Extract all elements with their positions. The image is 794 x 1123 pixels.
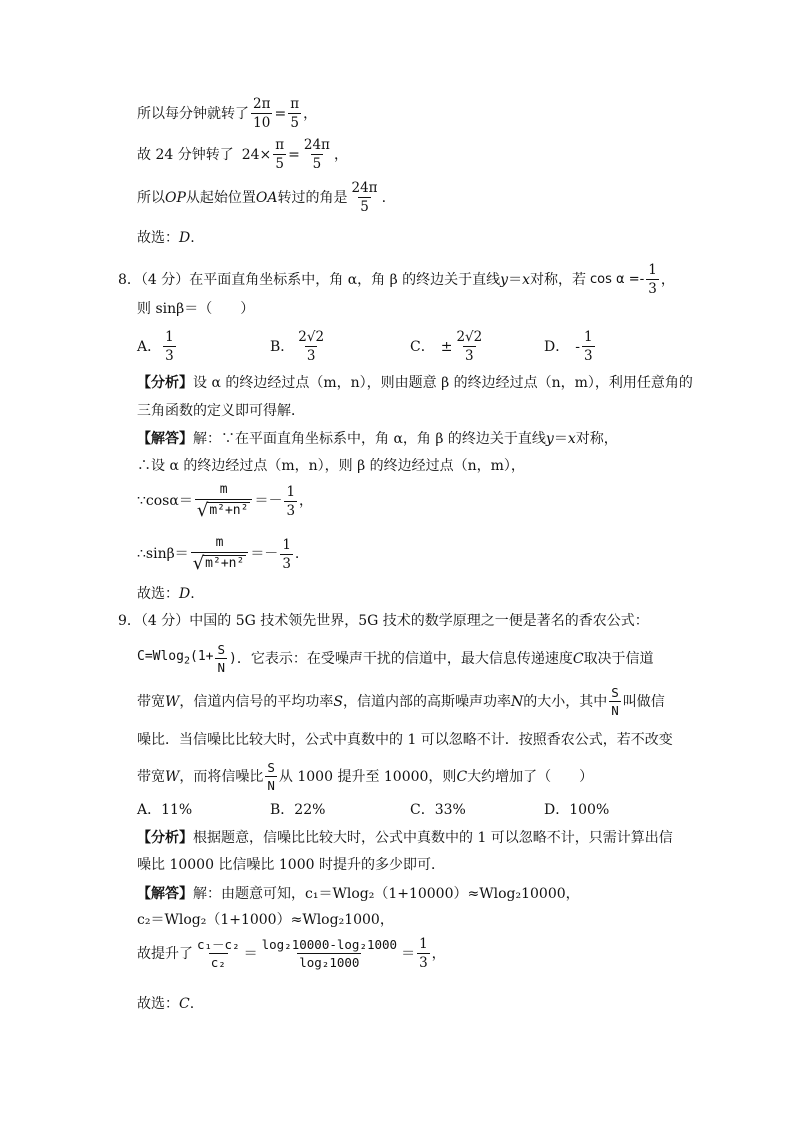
expr: 24× [241,146,272,163]
denominator: log₂1000 [299,955,360,971]
q8-analysis-1 [137,376,693,390]
q9-stem-line-2 [137,643,654,674]
fraction [284,485,297,518]
denominator: 5 [360,199,369,216]
text: 噪比 10000 比信噪比 1000 时提升的多少即可． [137,857,445,873]
q9-stem-line-5 [137,761,593,792]
punct: ， [333,146,348,163]
q9-options [137,803,609,817]
var-w: W [165,693,180,710]
answer-value: D [179,586,191,602]
punct: ， [660,271,675,288]
q9-analysis-1 [137,831,673,845]
text: 对称， [575,431,618,447]
denominator: 3 [165,348,174,365]
fraction [215,643,227,674]
fraction [265,761,277,792]
q8-sin-line [137,536,299,573]
denominator [195,499,253,520]
fraction [260,938,399,969]
radicand: m²+n² [205,555,245,571]
answer-label: 故选： [137,230,179,246]
fraction [195,483,253,520]
var-oa: OA [255,189,278,206]
text: 根据题意，信噪比比较大时，公式中真数中的 1 可以忽略不计，只需计算出信 [193,830,673,846]
q9-analysis-2 [137,858,445,872]
text: 三角函数的定义即可得解． [137,403,305,419]
text: 带宽 [137,768,165,785]
cos-expr: cos α =- [590,272,645,288]
option-d[interactable] [544,330,597,363]
formula-part: C=Wlog [137,649,184,665]
numerator: 2√2 [298,329,325,345]
text: ＝－ [250,546,279,563]
equals: ＝ [401,945,416,962]
fraction [280,538,293,571]
fraction [288,97,301,130]
numerator: c₁－c₂ [197,937,240,953]
text: ∴sinβ＝ [137,546,189,563]
q8-stem-line-1 [118,263,675,296]
text: 从起始位置 [185,189,256,206]
q9-stem-line-4 [137,733,673,747]
formula-part: ) [229,651,237,667]
q9-answer-2 [137,913,394,927]
equals: = [274,105,287,122]
numerator: π [275,137,285,153]
text: ．它表示：在受噪声干扰的信道中，最大信息传递速度 [236,650,573,667]
sol7-line-3 [137,181,386,214]
minus: - [575,338,580,355]
numerator: 1 [286,483,296,500]
fraction [195,938,242,969]
sol7-line-1 [137,97,317,130]
text: 的大小，其中 [523,693,608,710]
denominator: 3 [419,955,428,972]
option-label: A． [137,338,162,355]
var-c: C [572,650,584,667]
q8-analysis-2 [137,404,305,418]
q8-answer-2 [137,459,525,473]
text: 带宽 [137,693,165,710]
text: 9．（4 分）中国的 5G 技术领先世界，5G 技术的数学原理之一便是著名的香农公式： [118,613,649,629]
numerator: π [290,96,300,112]
numerator: S [217,642,226,657]
analysis-label: 【分析】 [137,830,193,846]
var-x: x [567,431,576,447]
option-b[interactable]: B．22% [270,802,326,818]
sqrt: √ m²+n² [196,499,249,521]
answer-label: 故选： [137,996,179,1012]
numerator: log₂10000-log₂1000 [261,937,398,953]
sol7-answer [137,231,195,245]
fraction [191,536,249,573]
var-s: S [333,693,343,710]
denominator: 3 [286,502,296,519]
fraction [302,138,332,171]
numerator: 1 [165,329,174,345]
sqrt: √ m²+n² [192,552,245,574]
option-label: C． [410,338,435,355]
denominator: c₂ [210,955,226,971]
numerator: S [267,760,275,775]
numerator: m [215,535,224,550]
var-y: y [545,431,554,447]
option-c[interactable] [410,330,544,363]
shannon-formula [137,650,213,667]
option-b[interactable] [270,330,410,363]
punct: ， [431,945,446,962]
denominator: 5 [312,156,322,173]
text: ，信道内部的高斯噪声功率 [342,693,511,710]
denominator: 5 [275,156,284,173]
numerator: 1 [583,329,593,345]
option-a[interactable] [137,330,270,363]
sol7-line-2 [137,138,348,171]
text: 故 24 分钟转了 [137,146,234,163]
answer-value: C [179,996,190,1012]
var-x: x [522,271,530,288]
fraction [417,937,430,970]
answer-value: D [179,230,191,246]
text: 解：由题意可知，c₁＝Wlog₂（1+10000）≈Wlog₂10000， [193,886,580,902]
fraction [582,330,595,363]
q8-answer-1 [137,432,618,446]
equals: ＝ [553,431,568,447]
q9-stem-line-1 [118,614,649,628]
q9-stem-line-3 [137,686,665,717]
text: 大约增加了（ ） [467,768,594,785]
var-op: OP [165,189,186,206]
fraction [296,330,326,363]
text: 所以 [137,189,165,206]
q8-options [137,330,597,363]
analysis-label: 【分析】 [137,375,193,391]
fraction [646,263,659,296]
denominator: N [611,703,619,719]
numerator: 2√2 [456,329,483,345]
numerator: 1 [282,536,291,553]
text: 解：∵在平面直角坐标系中，角 α，角 β 的终边关于直线 [193,431,546,447]
numerator: 2π [253,96,271,112]
text: 取决于信道 [583,650,654,667]
var-w: W [165,768,180,785]
fraction [454,330,484,363]
text: 故提升了 [137,945,193,962]
q9-answer-1 [137,887,580,901]
text: 设 α 的终边经过点（m，n），则由题意 β 的终边经过点（n，m），利用任意角的 [193,375,693,391]
numerator: 1 [419,936,428,952]
q8-final [137,587,195,601]
punct: . [190,230,195,246]
text: 转过的角是 [277,189,348,206]
fraction [273,138,286,171]
var-c: C [456,768,468,785]
numerator: 24π [351,180,378,196]
text: ∵cosα＝ [137,493,193,510]
text: 噪比．当信噪比比较大时，公式中真数中的 1 可以忽略不计．按照香农公式，若不改变 [137,732,673,748]
denominator: 10 [253,115,271,132]
punct: . [190,586,195,602]
q8-stem-line-2 [137,302,254,316]
answer-label: 【解答】 [137,431,193,447]
punct: . [294,546,300,563]
answer-label: 【解答】 [137,886,193,902]
q9-ratio-line [137,937,446,970]
text: 8．（4 分）在平面直角坐标系中，角 α，角 β 的终边关于直线 [118,271,501,288]
denominator: N [267,778,275,794]
text: ，而将信噪比 [179,768,264,785]
var-y: y [500,271,509,288]
text: ＝－ [254,493,283,510]
text: 叫做信 [622,693,665,710]
denominator: 3 [648,281,657,298]
denominator: 3 [583,348,593,365]
punct: ， [299,493,314,510]
text: 所以每分钟就转了 [137,105,249,122]
punct: . [189,996,195,1012]
denominator [191,552,249,573]
option-label: D． [544,338,570,355]
fraction [609,686,621,717]
punct: . [381,189,387,206]
text: ，信道内信号的平均功率 [179,693,334,710]
option-label: B． [270,338,295,355]
text: c₂＝Wlog₂（1+1000）≈Wlog₂1000， [137,912,394,928]
numerator: 1 [648,262,657,278]
text: ∴设 α 的终边经过点（m，n），则 β 的终边经过点（n，m）， [137,458,525,474]
plus-minus: ± [440,338,453,355]
fraction [350,181,380,214]
numerator: S [611,685,619,700]
q9-final [137,997,194,1011]
equals: = [288,146,300,163]
formula-subscript: 2 [183,655,190,667]
denominator: 3 [282,555,291,572]
text: 则 sinβ＝（ ） [137,301,255,317]
punct: ， [303,105,318,122]
denominator: 3 [465,348,474,365]
equals: ＝ [243,945,258,962]
radicand: m²+n² [209,502,249,518]
answer-label: 故选： [137,586,179,602]
var-n: N [510,693,524,710]
option-d[interactable]: D．100% [544,802,610,818]
numerator: 24π [303,137,330,153]
option-a[interactable]: A．11% [137,802,193,818]
text: 从 1000 提升至 10000，则 [278,768,457,785]
denominator: 3 [306,348,316,365]
fraction [251,97,272,130]
q8-cos-line [137,483,313,520]
denominator: 5 [290,115,299,132]
option-c[interactable]: C．33% [410,802,466,818]
text: 对称，若 [530,271,586,288]
formula-part: (1+ [190,649,214,665]
fraction [163,330,176,363]
numerator: m [219,482,228,497]
denominator: N [217,660,226,676]
equals: ＝ [508,271,523,288]
